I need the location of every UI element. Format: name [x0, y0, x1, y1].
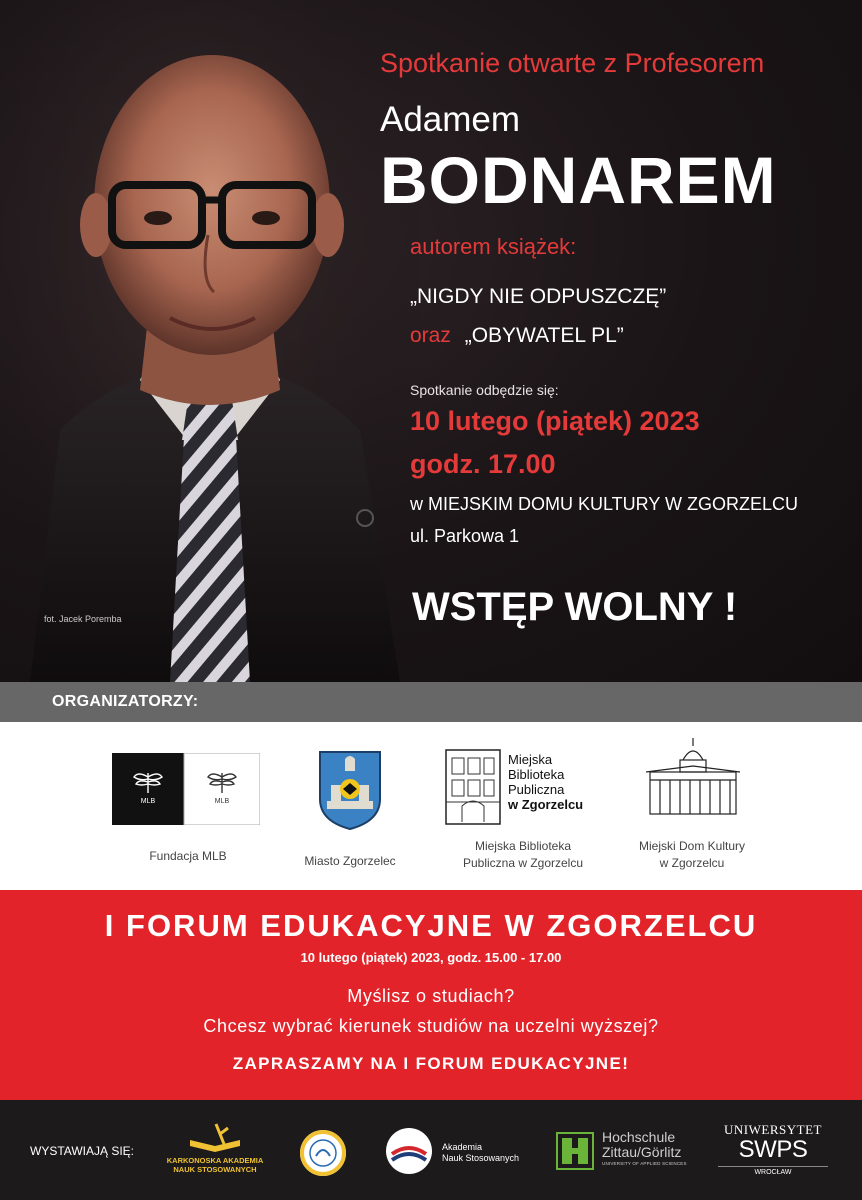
hochschule-logo [556, 1130, 696, 1178]
organizer-library-name-line-2: Publiczna w Zgorzelcu [462, 856, 584, 870]
organizer-culture-house-name [622, 838, 762, 872]
organizers-section [0, 722, 862, 890]
professor-first-name: Adamem [380, 100, 521, 139]
organizer-culture-house [622, 722, 762, 890]
author-line: autorem książek: [410, 234, 577, 259]
library-logo-line-3: Publiczna [508, 782, 565, 797]
exhibitors-label: WYSTAWIAJĄ SIĘ: [30, 1144, 135, 1158]
ans-book-icon [384, 1126, 434, 1176]
exhibitors-section [0, 1100, 862, 1200]
photo-credit: fot. Jacek Poremba [44, 614, 122, 624]
ans-name-line-1: Akademia [442, 1142, 483, 1152]
kans-name-line-1: KARKONOSKA AKADEMIA [166, 1156, 264, 1165]
mlb-logo-text-light: MLB [214, 798, 230, 805]
organizer-library [438, 722, 608, 890]
organizer-mlb [100, 722, 276, 890]
invite-line: Spotkanie otwarte z Profesorem [380, 48, 765, 78]
library-logo-line-2: Biblioteka [508, 767, 565, 782]
mlb-logo-text-dark: MLB [140, 798, 156, 805]
organizer-zgorzelec-city-name: Miasto Zgorzelec [304, 854, 396, 868]
organizer-zgorzelec-city [290, 722, 410, 890]
ans-logo [384, 1126, 534, 1178]
organizer-library-name-line-1: Miejska Biblioteka [474, 839, 572, 853]
organizer-culture-house-name-line-2: w Zgorzelcu [659, 856, 725, 870]
deer-book-icon [186, 1120, 244, 1154]
library-building-icon [444, 748, 502, 826]
kans-name [160, 1156, 270, 1174]
swps-line-1: UNIWERSYTET [724, 1122, 822, 1137]
library-logo-line-1: Miejska [508, 752, 553, 767]
hochschule-name [602, 1130, 687, 1167]
swps-logo [718, 1122, 828, 1186]
forum-question-2: Chcesz wybrać kierunek studiów na uczelni wyższej? [203, 1016, 659, 1036]
forum-section [0, 890, 862, 1100]
library-logo-text [508, 752, 583, 812]
meeting-street: ul. Parkowa 1 [410, 526, 520, 546]
hochschule-name-line-3: UNIVERSITY OF APPLIED SCIENCES [602, 1161, 687, 1166]
forum-title: I FORUM EDUKACYJNE W ZGORZELCU [104, 908, 758, 943]
meeting-date: 10 lutego (piątek) 2023 [410, 406, 700, 436]
library-logo-line-4: w Zgorzelcu [508, 797, 584, 812]
forum-call-to-action: ZAPRASZAMY NA I FORUM EDUKACYJNE! [232, 1054, 630, 1073]
professor-last-name: BODNAREM [380, 143, 777, 217]
book-connector: oraz [410, 324, 451, 347]
ans-name [442, 1142, 519, 1164]
organizers-header: ORGANIZATORZY: [0, 682, 862, 722]
kans-name-line-2: NAUK STOSOWANYCH [173, 1165, 257, 1174]
hochschule-name-line-2: Zittau/Görlitz [602, 1144, 682, 1160]
organizer-culture-house-name-line-1: Miejski Dom Kultury [638, 839, 746, 853]
meeting-time: godz. 17.00 [410, 449, 556, 479]
book-title-2: „OBYWATEL PL” [464, 324, 624, 347]
dragonfly-icon [112, 753, 260, 825]
forum-question-1: Myślisz o studiach? [347, 986, 515, 1006]
kans-logo [160, 1120, 270, 1190]
meeting-will-take-place: Spotkanie odbędzie się: [410, 382, 559, 398]
organizer-mlb-name: Fundacja MLB [149, 849, 227, 863]
book-title-2-line [410, 324, 624, 348]
ans-name-line-2: Nauk Stosowanych [442, 1153, 520, 1163]
swps-line-2: SWPS [738, 1136, 808, 1163]
organizer-library-name [438, 838, 608, 872]
book-title-1: „NIGDY NIE ODPUSZCZĘ” [410, 285, 667, 308]
hochschule-name-line-1: Hochschule [602, 1129, 676, 1145]
meeting-place: w MIEJSKIM DOMU KULTURY W ZGORZELCU [410, 494, 799, 514]
free-entry: WSTĘP WOLNY ! [412, 585, 738, 629]
culture-house-building-icon [646, 736, 740, 818]
forum-date: 10 lutego (piątek) 2023, godz. 15.00 - 17.00 [300, 950, 562, 965]
swps-line-3: WROCŁAW [718, 1166, 828, 1176]
hochschule-icon [556, 1132, 594, 1170]
coat-of-arms-icon [317, 749, 383, 831]
school-badge-icon [298, 1128, 348, 1178]
